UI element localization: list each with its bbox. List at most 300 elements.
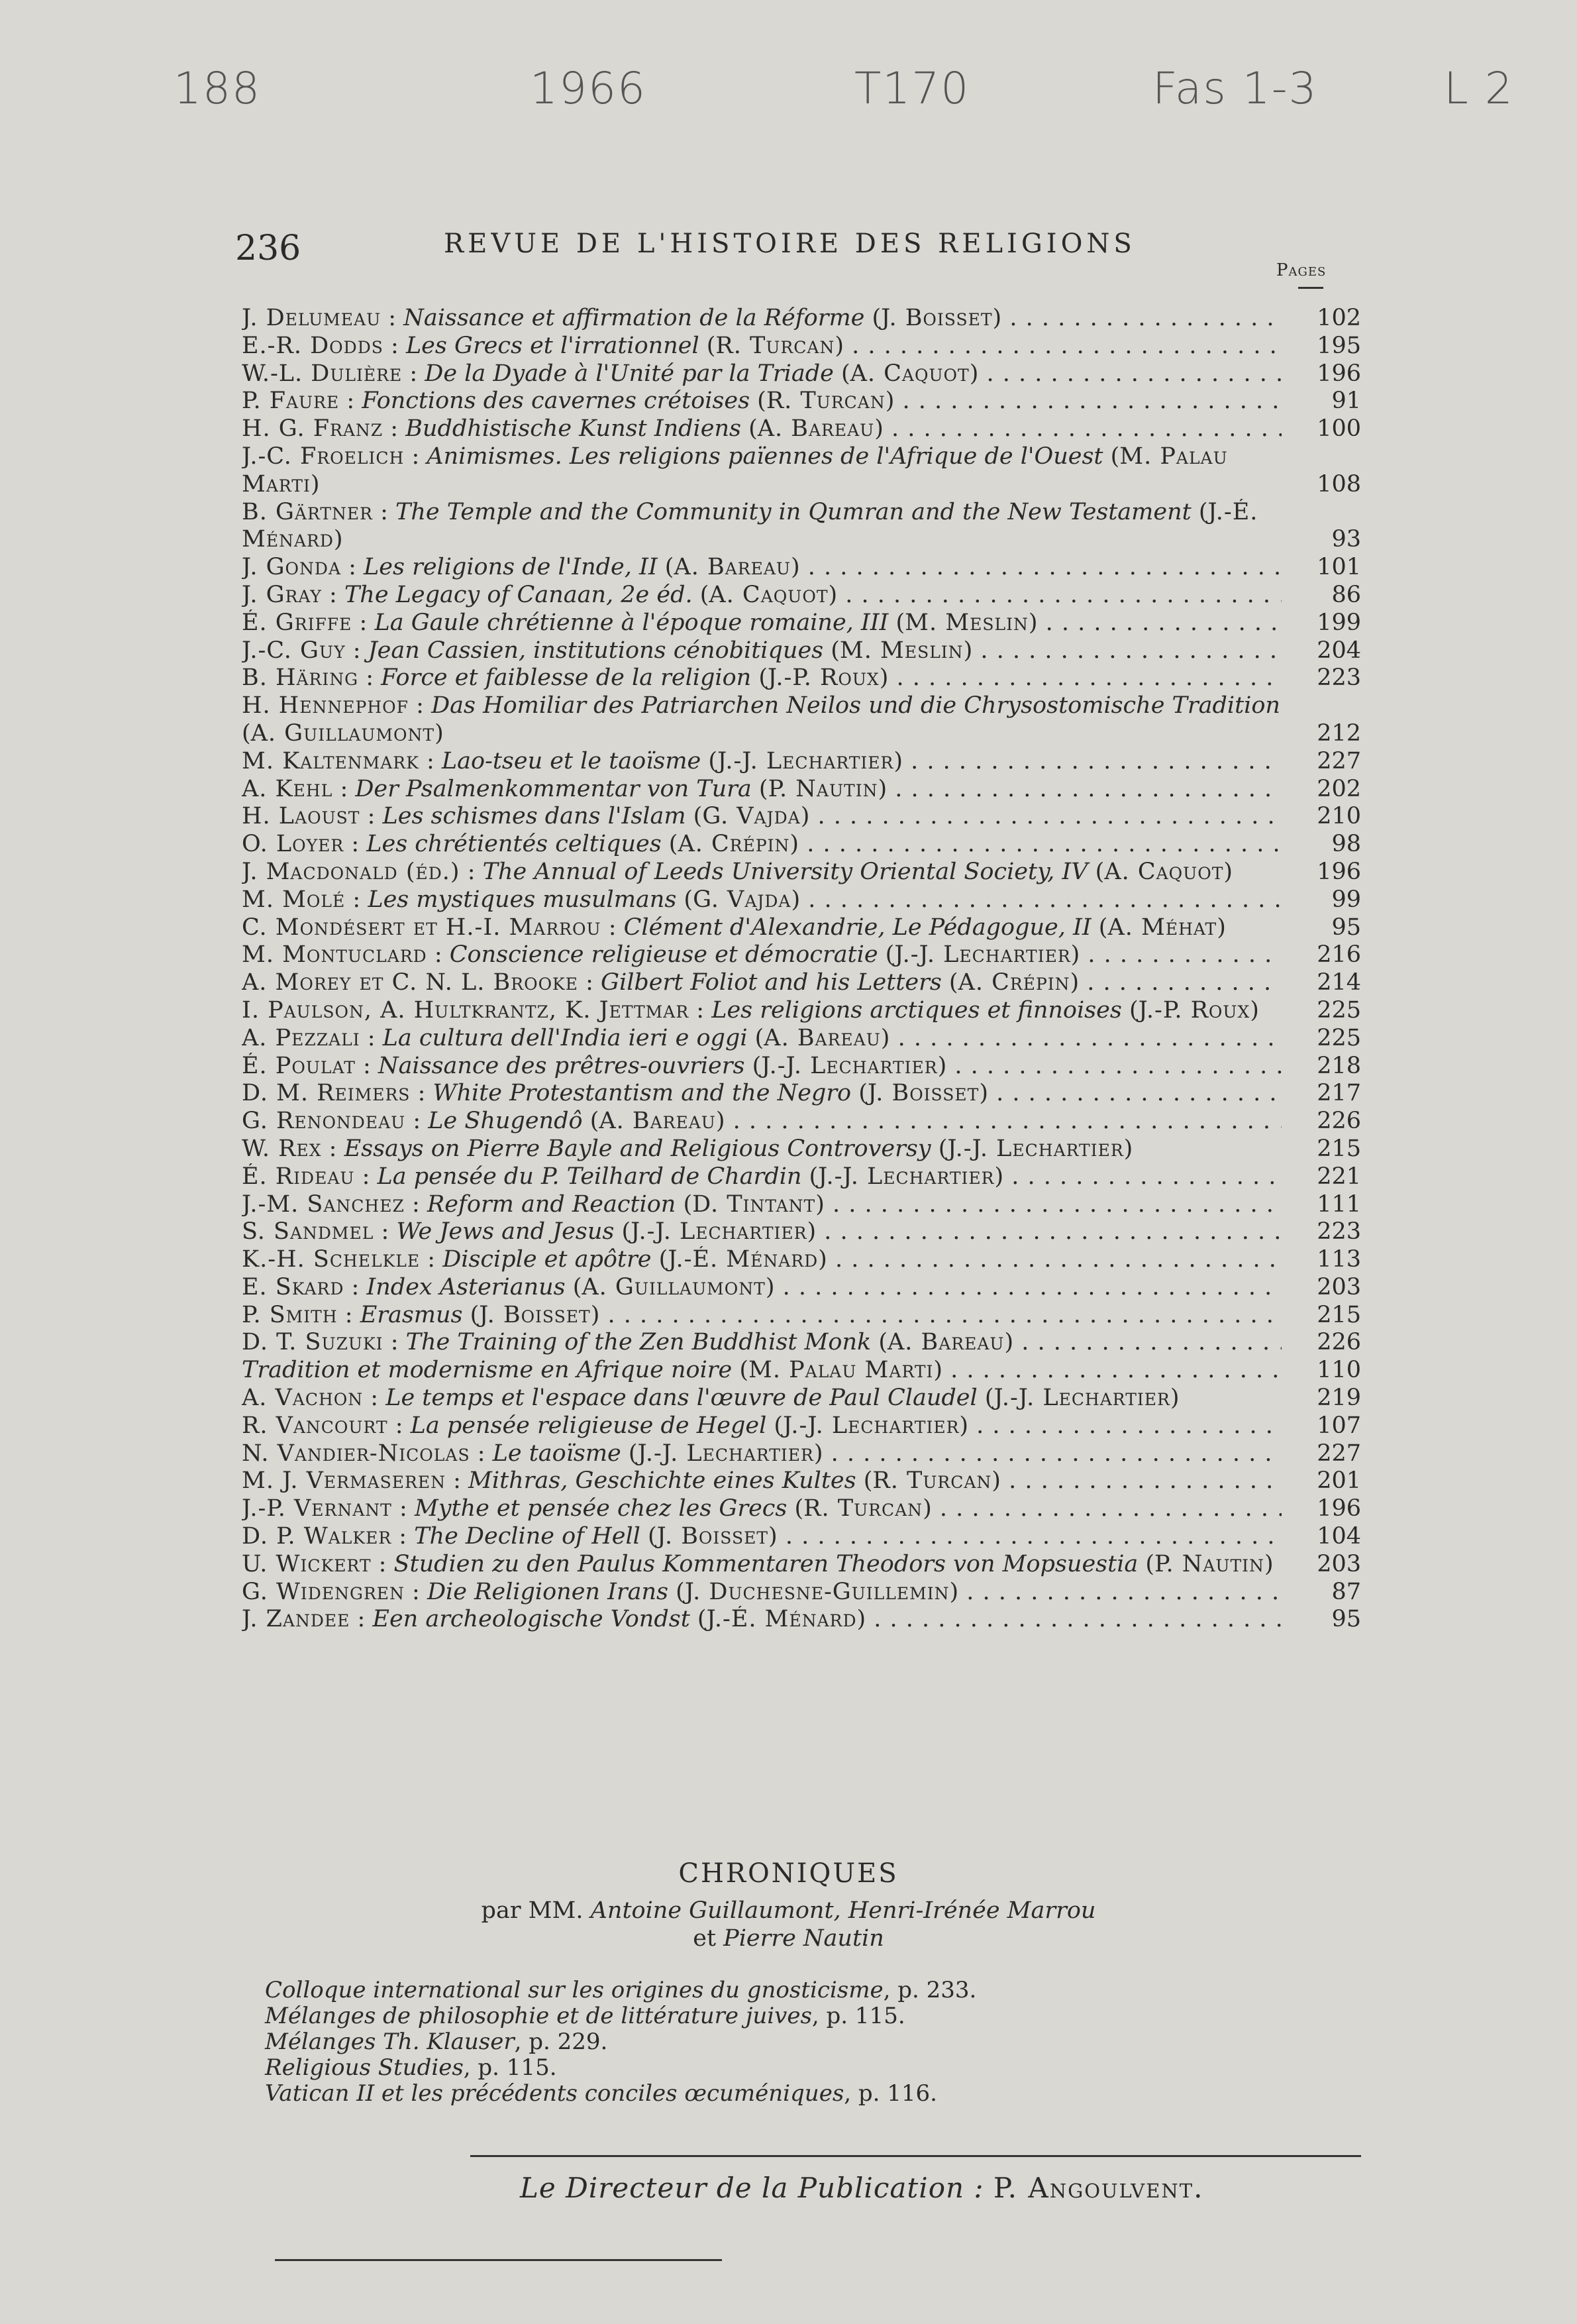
entry-work: Les mystiques musulmans [368,886,677,913]
entry-page-number: 215 [1317,1301,1361,1328]
index-entry [242,1412,1361,1440]
publication-director [520,2172,1203,2204]
index-entry [242,997,1361,1025]
entry-work: La Gaule chrétienne à l'époque romaine, III [374,609,889,636]
index-entry [242,388,1361,415]
entry-reviewer: J.-J. Lechartier [894,941,1071,969]
entry-text: U. Wickert : Studien zu den Paulus Kommentaren Theodors von Mopsuestia (P. Nautin) [242,1550,1274,1577]
entry-page-number: 210 [1317,803,1361,830]
entry-text: C. Mondésert et H.-I. Marrou : Clément d'Alexandrie, Le Pédagogue, II (A. Méhat) [242,914,1226,941]
entry-work: Een archeologische Vondst [372,1606,690,1633]
index-entry [242,1357,1361,1385]
entry-reviewer: A. Méhat [1107,914,1217,941]
entry-work: Les religions de l'Inde, II [364,554,658,581]
entry-page-number: 102 [1317,305,1361,331]
entry-text: W.-L. Dulière : De la Dyade à l'Unité par la Triade (A. Caquot) . . . [242,360,1282,388]
entry-page-number: 204 [1317,637,1361,664]
entry-page-number: 227 [1317,747,1361,774]
entry-author: H. G. Franz [242,415,383,443]
entry-author: J. Gonda [242,554,341,581]
entry-text: É. Griffe : La Gaule chrétienne à l'époque romaine, III (M. Meslin) . . . [242,609,1282,637]
entry-page-number: 199 [1317,609,1361,636]
entry-page-number: 217 [1317,1080,1361,1107]
entry-work: Tradition et modernisme en Afrique noire [242,1357,733,1384]
entry-text: N. Vandier-Nicolas : Le taoïsme (J.-J. Lechartier) . . . [242,1440,1282,1468]
entry-author: A. Morey et C. N. L. Brooke [242,969,578,996]
index-entry [242,1302,1361,1330]
pages-rule [1298,287,1323,289]
entry-work: Les schismes dans l'Islam [382,803,686,830]
index-entry [242,748,1361,776]
entry-author: I. Paulson, A. Hultkrantz, K. Jettmar [242,996,689,1024]
entry-reviewer: J.-J. Lechartier [761,1052,938,1079]
entry-page-number: 99 [1331,886,1361,913]
entry-page-number: 196 [1317,360,1361,387]
entry-work: Force et faiblesse de la religion [381,664,752,692]
entry-work: Fonctions des cavernes crétoises [362,388,750,415]
entry-work: Le temps et l'espace dans l'œuvre de Paul Claudel [385,1385,978,1412]
entry-author: J. Gray [242,581,322,608]
index-entry [242,914,1361,942]
entry-work: Les religions arctiques et finnoises [711,996,1122,1024]
entry-page-number: 100 [1317,415,1361,443]
entry-author: D. M. Reimers [242,1080,411,1107]
entry-work: Mithras, Geschichte eines Kultes [468,1467,856,1495]
entry-author: W. Rex [242,1135,322,1162]
entry-work: La pensée religieuse de Hegel [410,1412,767,1439]
index-entry [242,969,1361,997]
chronique-title: Vatican II et les précédents conciles œcuméniques [265,2080,844,2107]
entry-work: Essays on Pierre Bayle and Religious Controversy [344,1135,931,1162]
entry-author: E.-R. Dodds [242,332,383,359]
entry-author: K.-H. Schelkle [242,1246,421,1273]
chroniques-byline [0,1897,1577,1952]
chronique-page: p. 229. [529,2029,608,2055]
entry-page-number: 223 [1317,1218,1361,1245]
entry-author: D. P. Walker [242,1523,392,1550]
entry-page-number: 227 [1317,1440,1361,1467]
entry-page-number: 202 [1317,775,1361,802]
entry-page-number: 225 [1317,996,1361,1024]
index-entry [242,1246,1361,1274]
entry-work: Das Homiliar des Patriarchen Neilos und die Chrysostomische Tradition [431,692,1280,719]
entry-author: A. Vachon [242,1385,364,1412]
index-entry [242,1191,1361,1219]
entry-text: É. Rideau : La pensée du P. Teilhard de Chardin (J.-J. Lechartier) . . . [242,1163,1282,1191]
index-entry [242,1108,1361,1136]
director-label: Le Directeur de la Publication : [520,2172,984,2204]
entry-work: Reform and Reaction [427,1190,676,1218]
entry-text: J. Macdonald (éd.) : The Annual of Leeds University Oriental Society, IV (A. Caquot) [242,858,1233,885]
entry-work: Erasmus [360,1301,463,1328]
chronique-page: p. 115. [826,2003,905,2029]
index-entry [242,1467,1361,1495]
entry-work: Mythe et pensée chez les Grecs [414,1495,788,1522]
entry-author: D. T. Suzuki [242,1329,383,1356]
entry-reviewer: M. Palau Marti [242,443,1228,498]
director-name: P. Angoulvent. [993,2172,1204,2204]
index-entry [242,1495,1361,1523]
entry-work: Le Shugendô [428,1108,583,1135]
entry-author: M. Kaltenmark [242,747,419,774]
entry-work: The Annual of Leeds University Oriental Society, IV [482,858,1088,885]
running-title: REVUE DE L'HISTOIRE DES RELIGIONS [444,229,1136,259]
index-entry [242,609,1361,637]
entry-text: J. Gonda : Les religions de l'Inde, II (A. Bareau) . . . [242,554,1282,582]
entry-text: H. Laoust : Les schismes dans l'Islam (G. Vajda) . . . [242,803,1282,831]
entry-text: H. Hennephof : Das Homiliar des Patriarchen Neilos und die Chrysostomische Tradition (A. Guillaumont) [242,692,1280,747]
entry-author: A. Kehl [242,775,333,802]
entry-text: J. Zandee : Een archeologische Vondst (J.-É. Ménard) . . . [242,1606,1282,1634]
entry-page-number: 111 [1317,1190,1361,1218]
index-entry [242,415,1361,443]
entry-work: Naissance des prêtres-ouvriers [378,1052,745,1079]
index-entry [242,941,1361,969]
entry-reviewer: J.-J. Lechartier [818,1163,995,1190]
entry-work: Le taoïsme [492,1440,621,1467]
entry-work: Les chrétientés celtiques [366,831,662,858]
entry-reviewer: A. Guillaumont [582,1273,766,1300]
entry-page-number: 195 [1317,332,1361,359]
entry-page-number: 216 [1317,941,1361,969]
entry-work: La pensée du P. Teilhard de Chardin [377,1163,802,1190]
index-entry [242,1579,1361,1607]
entry-reviewer: J.-J. Lechartier [637,1440,814,1467]
entry-work: The Legacy of Canaan, 2e éd. [344,581,693,608]
chroniques-title: CHRONIQUES [678,1858,899,1889]
chronique-page: p. 115. [478,2054,557,2081]
index-entry [242,1329,1361,1357]
entry-author: É. Poulat [242,1052,356,1079]
entry-text: A. Vachon : Le temps et l'espace dans l'œuvre de Paul Claudel (J.-J. Lechartier) [242,1385,1180,1412]
chronique-title: Mélanges de philosophie et de littérature juives [265,2003,812,2029]
index-entry [242,1136,1361,1163]
entry-reviewer: A. Caquot [709,581,829,608]
entry-author: J.-C. Guy [242,637,346,664]
entry-work: The Temple and the Community in Qumran and the New Testament [395,498,1192,525]
index-entry [242,692,1361,748]
chronique-item: Mélanges Th. Klauser, p. 229. [265,2029,608,2055]
entry-reviewer: A. Crépin [958,969,1070,996]
entry-reviewer: J.-P. Roux [1138,996,1250,1024]
entry-reviewer: R. Turcan [803,1495,923,1522]
entry-text: G. Renondeau : Le Shugendô (A. Bareau) . . . [242,1108,1282,1136]
entry-work: Studien zu den Paulus Kommentaren Theodors von Mopsuestia [393,1550,1139,1577]
entry-reviewer: P. Nautin [1154,1550,1264,1577]
entry-page-number: 203 [1317,1273,1361,1300]
index-entry [242,1218,1361,1246]
index-entry [242,554,1361,582]
entry-page-number: 218 [1317,1052,1361,1079]
entry-text: E. Skard : Index Asterianus (A. Guillaumont) . . . [242,1274,1282,1302]
entry-page-number: 98 [1331,831,1361,858]
entry-reviewer: A. Crépin [678,831,790,858]
entry-author: B. Häring [242,664,359,692]
entry-text: P. Faure : Fonctions des cavernes crétoises (R. Turcan) . . . [242,388,1282,415]
index-entry [242,1025,1361,1053]
entry-text: J. Delumeau : Naissance et affirmation de la Réforme (J. Boisset) . . . [242,305,1282,333]
entry-work: The Decline of Hell [414,1523,640,1550]
entry-text: M. J. Vermaseren : Mithras, Geschichte eines Kultes (R. Turcan) . . . [242,1467,1282,1495]
byline-prefix: par MM. [481,1897,584,1924]
index-entry [242,1440,1361,1468]
entry-page-number: 86 [1331,581,1361,608]
margin-note: Fas 1-3 [1152,63,1318,114]
entry-author: J.-M. Sanchez [242,1190,405,1218]
entry-reviewer: M. Palau Marti [748,1357,934,1384]
entry-work: De la Dyade à l'Unité par la Triade [425,360,834,387]
entry-work: Conscience religieuse et démocratie [449,941,878,969]
entry-page-number: 219 [1317,1385,1361,1412]
entry-author: M. Molé [242,886,346,913]
chronique-item: Colloque international sur les origines du gnosticisme, p. 233. [265,1977,977,2003]
entry-work: Jean Cassien, institutions cénobitiques [368,637,824,664]
entry-reviewer: J.-P. Roux [768,664,880,692]
entry-author: O. Loyer [242,831,344,858]
margin-note: L 2 [1444,63,1514,114]
entry-reviewer: J.-J. Lechartier [993,1385,1170,1412]
entry-reviewer: A. Caquot [1104,858,1224,885]
entry-reviewer: J. Boisset [867,1080,980,1107]
entry-text: B. Häring : Force et faiblesse de la religion (J.-P. Roux) . . . [242,664,1282,692]
entry-reviewer: R. Turcan [872,1467,992,1495]
entry-page-number: 110 [1317,1357,1361,1384]
entry-page-number: 203 [1317,1550,1361,1577]
entry-author: C. Mondésert et H.-I. Marrou [242,914,601,941]
entry-page-number: 212 [1317,719,1361,747]
entry-reviewer: M. Meslin [905,609,1029,636]
entry-text: G. Widengren : Die Religionen Irans (J. Duchesne-Guillemin) . . . [242,1579,1282,1607]
chronique-title: Colloque international sur les origines du gnosticisme [265,1977,884,2003]
entry-text: D. P. Walker : The Decline of Hell (J. Boisset) . . . [242,1523,1282,1551]
entry-text: J.-C. Guy : Jean Cassien, institutions cénobitiques (M. Meslin) . . . [242,637,1282,665]
entry-page-number: 221 [1317,1163,1361,1190]
entry-author: J.-C. Froelich [242,443,405,470]
entry-author: H. Laoust [242,803,360,830]
entry-page-number: 104 [1317,1523,1361,1550]
entry-author: U. Wickert [242,1550,372,1577]
entry-text: J.-M. Sanchez : Reform and Reaction (D. Tintant) . . . [242,1191,1282,1219]
index-entry [242,637,1361,665]
entry-page-number: 95 [1331,1606,1361,1633]
entry-work: We Jews and Jesus [396,1218,615,1245]
entry-text: I. Paulson, A. Hultkrantz, K. Jettmar : Les religions arctiques et finnoises (J.-P. Roux) [242,996,1259,1024]
entry-reviewer: J. Boisset [656,1523,769,1550]
entry-reviewer: A. Bareau [887,1329,1005,1356]
entry-author: J. Delumeau [242,305,382,331]
entry-author: R. Vancourt [242,1412,388,1439]
entry-reviewer: A. Bareau [599,1108,716,1135]
index-entry [242,831,1361,859]
page-number: 236 [235,229,301,268]
entry-author: E. Skard [242,1273,344,1300]
entry-text: M. Montuclard : Conscience religieuse et démocratie (J.-J. Lechartier) . . . [242,941,1282,969]
entry-author: G. Renondeau [242,1108,406,1135]
index-entry [242,1551,1361,1579]
entry-reviewer: D. Tintant [692,1190,816,1218]
entry-page-number: 196 [1317,858,1361,885]
chronique-title: Religious Studies [265,2054,464,2081]
entry-text: S. Sandmel : We Jews and Jesus (J.-J. Lechartier) . . . [242,1218,1282,1246]
chroniques-list [265,1978,976,2107]
entry-text: R. Vancourt : La pensée religieuse de Hegel (J.-J. Lechartier) . . . [242,1412,1282,1440]
entry-text: A. Kehl : Der Psalmenkommentar von Tura (P. Nautin) . . . [242,776,1282,804]
entry-page-number: 215 [1317,1135,1361,1162]
index-entry [242,664,1361,692]
index-entry [242,305,1361,333]
entry-text: K.-H. Schelkle : Disciple et apôtre (J.-É. Ménard) . . . [242,1246,1282,1274]
entry-author: A. Pezzali [242,1024,360,1051]
chronique-page: p. 233. [897,1977,977,2003]
entry-page-number: 196 [1317,1495,1361,1522]
bottom-rule [275,2259,722,2261]
entry-author: É. Griffe [242,609,352,636]
entry-page-number: 107 [1317,1412,1361,1439]
entry-page-number: 214 [1317,969,1361,996]
entry-author: J. Macdonald (éd.) [242,858,460,885]
chronique-title: Mélanges Th. Klauser [265,2029,515,2055]
entry-reviewer: P. Nautin [768,775,878,802]
entry-author: J. Zandee [242,1606,350,1633]
margin-note: 188 [174,63,261,114]
entry-author: N. Vandier-Nicolas [242,1440,470,1467]
entry-text: O. Loyer : Les chrétientés celtiques (A. Crépin) . . . [242,831,1282,859]
entry-text: P. Smith : Erasmus (J. Boisset) . . . [242,1302,1282,1330]
entry-page-number: 108 [1317,470,1361,498]
entry-reviewer: G. Vajda [693,886,791,913]
entry-reviewer: J. Boisset [479,1301,591,1328]
margin-note: T170 [854,63,970,114]
index-entry [242,1385,1361,1412]
entry-author: H. Hennephof [242,692,409,719]
entry-text: W. Rex : Essays on Pierre Bayle and Religious Controversy (J.-J. Lechartier) [242,1135,1133,1162]
entry-work: Lao-tseu et le taoïsme [441,747,701,774]
index-entry [242,1606,1361,1634]
entry-reviewer: R. Turcan [766,388,886,415]
entry-page-number: 223 [1317,664,1361,692]
index-entry [242,776,1361,804]
entry-author: P. Smith [242,1301,338,1328]
entry-reviewer: J.-J. Lechartier [717,747,894,774]
footer-rule [470,2155,1361,2157]
entry-author: S. Sandmel [242,1218,374,1245]
chronique-page: p. 116. [858,2080,937,2107]
entry-page-number: 226 [1317,1108,1361,1135]
entry-text: D. M. Reimers : White Protestantism and the Negro (J. Boisset) . . . [242,1080,1282,1108]
entry-author: B. Gärtner [242,498,373,525]
index-entry [242,1274,1361,1302]
page-header [235,229,1361,282]
entry-text: H. G. Franz : Buddhistische Kunst Indiens (A. Bareau) . . . [242,415,1282,443]
chronique-item: Religious Studies, p. 115. [265,2054,557,2081]
byline-names-1: Antoine Guillaumont, Henri-Irénée Marrou [590,1897,1096,1924]
entry-text: J.-P. Vernant : Mythe et pensée chez les Grecs (R. Turcan) . . . [242,1495,1282,1523]
entry-reviewer: A. Caquot [850,360,970,387]
index-entry [242,1053,1361,1081]
entry-work: Disciple et apôtre [442,1246,652,1273]
index-entry [242,886,1361,914]
entry-reviewer: M. Meslin [839,637,964,664]
entry-text: E.-R. Dodds : Les Grecs et l'irrationnel (R. Turcan) . . . [242,333,1282,360]
index-entry [242,1523,1361,1551]
entry-work: White Protestantism and the Negro [432,1080,852,1107]
entry-page-number: 93 [1331,526,1361,553]
entry-text: É. Poulat : Naissance des prêtres-ouvriers (J.-J. Lechartier) . . . [242,1053,1282,1081]
entry-work: The Training of the Zen Buddhist Monk [405,1329,872,1356]
entry-author: W.-L. Dulière [242,360,403,387]
entry-page-number: 113 [1317,1246,1361,1273]
entry-author: J.-P. Vernant [242,1495,392,1522]
entry-work: Les Grecs et l'irrationnel [405,332,699,359]
entry-work: Gilbert Foliot and his Letters [601,969,942,996]
index-entry [242,1163,1361,1191]
entry-page-number: 87 [1331,1578,1361,1605]
entry-work: Buddhistische Kunst Indiens [405,415,741,443]
entry-reviewer: J.-J. Lechartier [783,1412,960,1439]
chronique-item: Mélanges de philosophie et de littérature juives, p. 115. [265,2003,905,2029]
entry-reviewer: J. Duchesne-Guillemin [684,1578,950,1605]
entry-reviewer: A. Bareau [764,1024,881,1051]
entry-page-number: 226 [1317,1329,1361,1356]
entry-work: Animismes. Les religions païennes de l'Afrique de l'Ouest [427,443,1103,470]
entry-page-number: 225 [1317,1024,1361,1051]
entry-author: G. Widengren [242,1578,405,1605]
pages-column-label: Pages [1276,260,1327,280]
entry-text: M. Molé : Les mystiques musulmans (G. Vajda) . . . [242,886,1282,914]
entry-work: La cultura dell'India ieri e oggi [382,1024,748,1051]
entry-work: Der Psalmenkommentar von Tura [355,775,752,802]
entry-text: D. T. Suzuki : The Training of the Zen Buddhist Monk (A. Bareau) . . . [242,1329,1282,1357]
byline-names-2: Pierre Nautin [723,1925,884,1952]
entry-page-number: 201 [1317,1467,1361,1495]
entry-reviewer: G. Vajda [702,803,801,830]
byline-and: et [693,1925,717,1952]
index-entry [242,333,1361,360]
entry-reviewer: J.-É. Ménard [706,1606,857,1633]
entry-author: M. Montuclard [242,941,427,969]
index-entry [242,859,1361,886]
entry-text: J. Gray : The Legacy of Canaan, 2e éd. (A. Caquot) . . . [242,582,1282,609]
chronique-item: Vatican II et les précédents conciles œcuméniques, p. 116. [265,2080,937,2107]
entry-page-number: 95 [1331,914,1361,941]
entry-reviewer: A. Guillaumont [250,719,435,747]
entry-author: É. Rideau [242,1163,355,1190]
margin-note: 1966 [530,63,646,114]
entry-work: Index Asterianus [366,1273,566,1300]
entry-reviewer: R. Turcan [715,332,835,359]
entry-author: P. Faure [242,388,340,415]
entry-text: J.-C. Froelich : Animismes. Les religions païennes de l'Afrique de l'Ouest (M. Palau Marti) [242,443,1228,498]
index-entry [242,443,1361,499]
entry-reviewer: J.-É. Ménard [242,498,1258,553]
entry-reviewer: A. Bareau [757,415,875,443]
entry-text: B. Gärtner : The Temple and the Community in Qumran and the New Testament (J.-É. Ménard) [242,498,1258,553]
entry-page-number: 91 [1331,388,1361,415]
entry-text: A. Pezzali : La cultura dell'India ieri e oggi (A. Bareau) . . . [242,1025,1282,1053]
index-entry [242,499,1361,555]
entry-work: Die Religionen Irans [427,1578,669,1605]
entry-reviewer: J.-J. Lechartier [631,1218,807,1245]
index-entry [242,1080,1361,1108]
index-entry [242,582,1361,609]
entry-text: M. Kaltenmark : Lao-tseu et le taoïsme (J.-J. Lechartier) . . . [242,748,1282,776]
entry-reviewer: A. Bareau [674,554,791,581]
index-entry [242,360,1361,388]
review-index-list [242,305,1361,1634]
entry-work: Clément d'Alexandrie, Le Pédagogue, II [623,914,1092,941]
entry-author: M. J. Vermaseren [242,1467,446,1495]
entry-text: A. Morey et C. N. L. Brooke : Gilbert Foliot and his Letters (A. Crépin) . . . [242,969,1282,997]
